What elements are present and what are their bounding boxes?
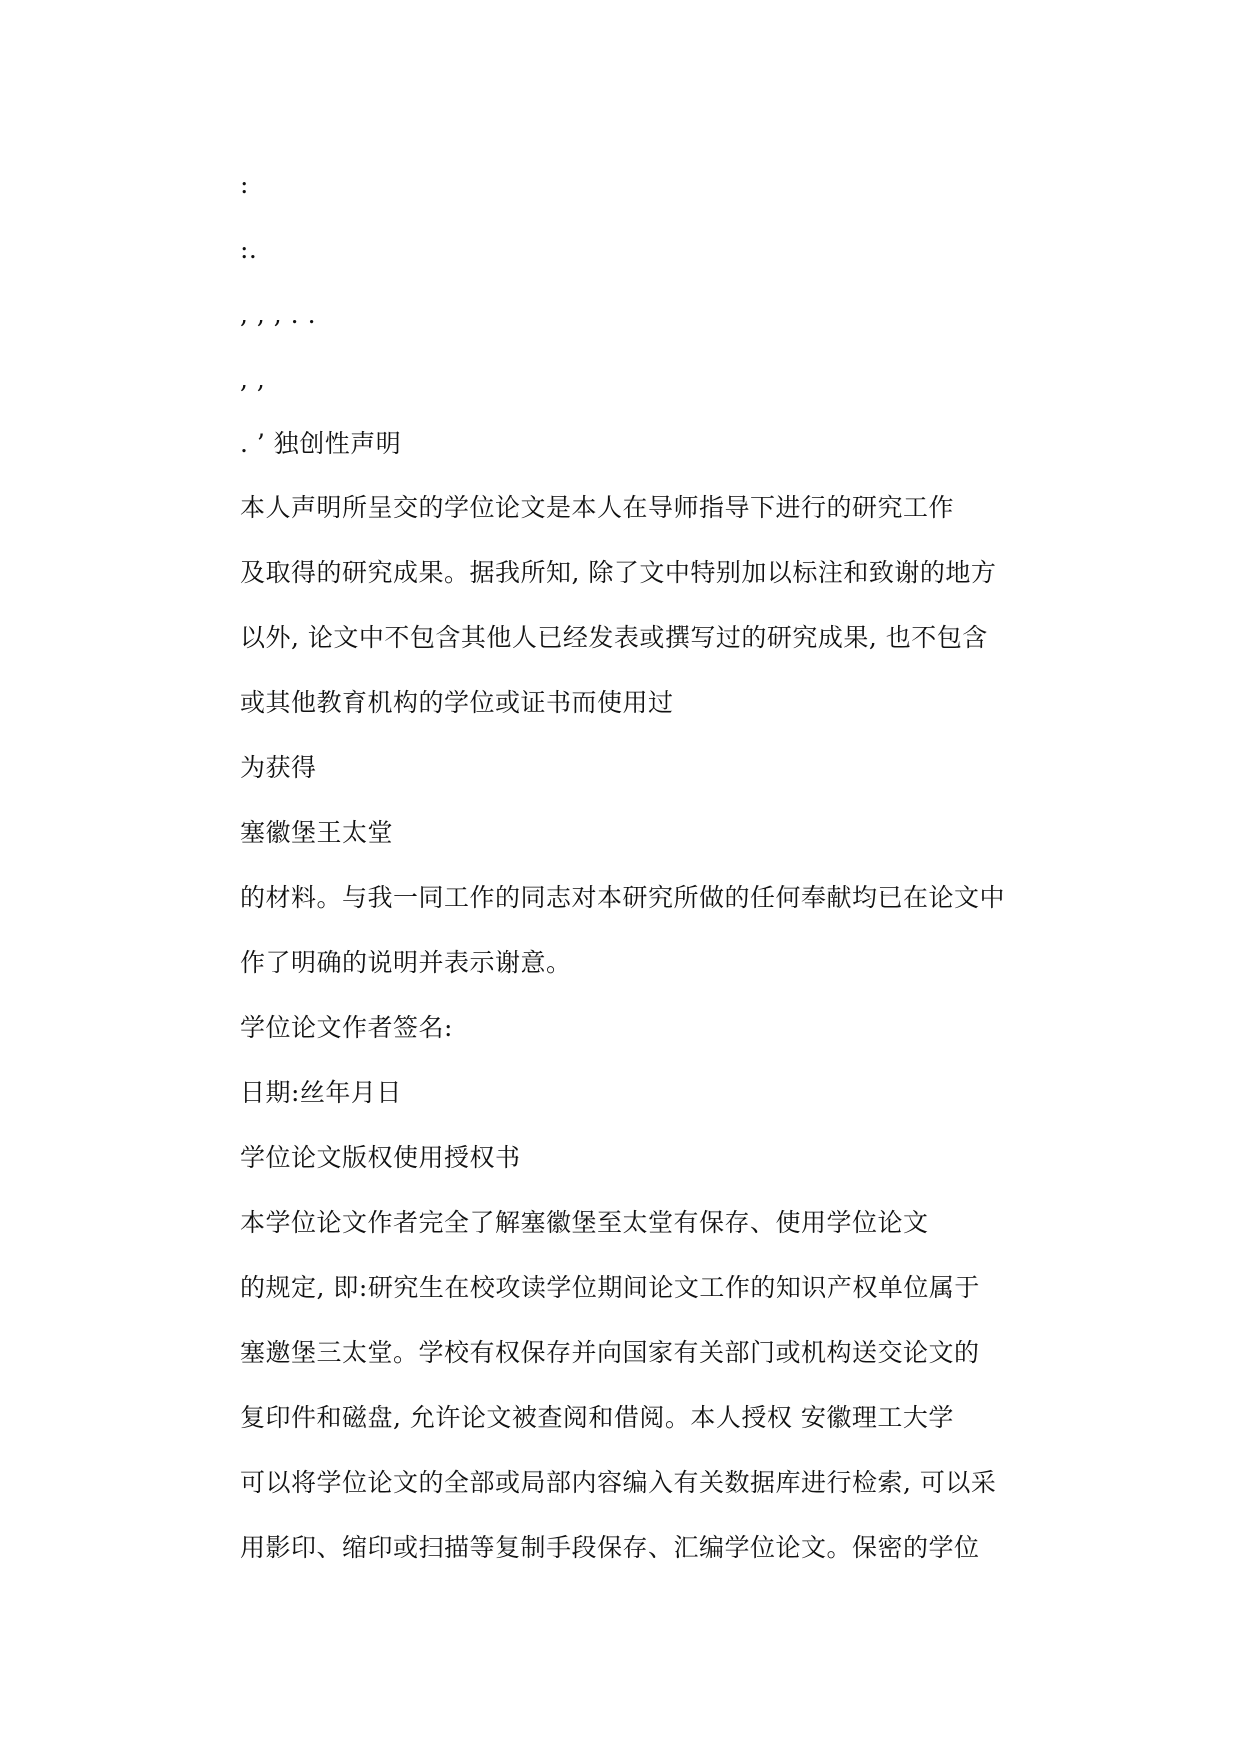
date-label: 日期:丝年月日 (240, 1078, 402, 1107)
text-line: 的材料。与我一同工作的同志对本研究所做的任何奉献均已在论文中 (240, 883, 1006, 912)
text-line: : (240, 170, 249, 199)
text-line: 本学位论文作者完全了解塞徽堡至太堂有保存、使用学位论文 (240, 1208, 929, 1237)
text-line: 为获得 (240, 753, 317, 782)
section-heading-originality: . ’ 独创性声明 (240, 429, 402, 458)
text-line: , , (240, 365, 266, 394)
text-line: 用影印、缩印或扫描等复制手段保存、汇编学位论文。保密的学位 (240, 1533, 980, 1562)
text-line: 可以将学位论文的全部或局部内容编入有关数据库进行检索, 可以采 (240, 1468, 997, 1497)
text-line: 本人声明所呈交的学位论文是本人在导师指导下进行的研究工作 (240, 493, 955, 522)
text-line: :. (240, 235, 258, 264)
section-heading-copyright: 学位论文版权使用授权书 (240, 1143, 521, 1172)
text-line: 作了明确的说明并表示谢意。 (240, 948, 572, 977)
text-line: 的规定, 即:研究生在校攻读学位期间论文工作的知识产权单位属于 (240, 1273, 980, 1302)
text-line: 塞邀堡三太堂。学校有权保存并向国家有关部门或机构送交论文的 (240, 1338, 980, 1367)
text-line: 以外, 论文中不包含其他人已经发表或撰写过的研究成果, 也不包含 (240, 623, 988, 652)
text-line: 或其他教育机构的学位或证书而使用过 (240, 688, 674, 717)
text-line: 及取得的研究成果。据我所知, 除了文中特别加以标注和致谢的地方 (240, 558, 997, 587)
text-line: 复印件和磁盘, 允许论文被查阅和借阅。本人授权 安徽理工大学 (240, 1403, 954, 1432)
text-line: , , , . . (240, 300, 317, 329)
signature-label: 学位论文作者签名: (240, 1013, 453, 1042)
text-line: 塞徽堡王太堂 (240, 818, 394, 847)
